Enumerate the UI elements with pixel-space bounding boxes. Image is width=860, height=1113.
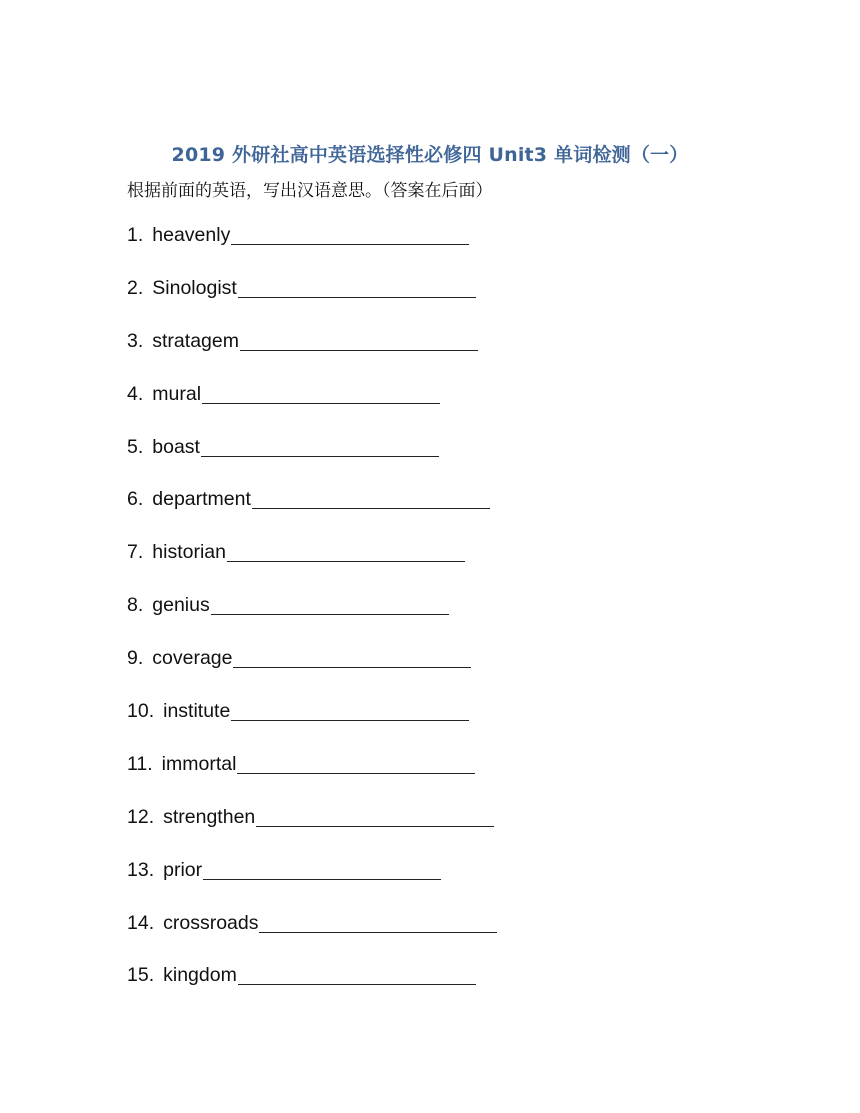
item-number: 15. xyxy=(127,964,155,987)
list-item xyxy=(127,539,727,592)
item-word: kingdom xyxy=(163,964,237,987)
item-word: historian xyxy=(152,541,226,564)
item-word: coverage xyxy=(152,647,233,670)
list-item xyxy=(127,434,727,487)
item-number: 13. xyxy=(127,858,155,881)
answer-blank[interactable] xyxy=(259,910,497,933)
item-word: Sinologist xyxy=(152,276,237,299)
item-word: stratagem xyxy=(152,329,239,352)
answer-blank[interactable] xyxy=(240,328,478,351)
list-item xyxy=(127,486,727,539)
item-number: 14. xyxy=(127,911,155,934)
answer-blank[interactable] xyxy=(238,962,476,985)
item-word: department xyxy=(152,488,251,511)
instruction-text: 根据前面的英语，写出汉语意思。（答案在后面） xyxy=(127,181,493,201)
vocabulary-list xyxy=(127,222,727,1015)
item-word: immortal xyxy=(161,752,237,775)
item-number: 10. xyxy=(127,700,155,723)
list-item xyxy=(127,698,727,751)
item-number: 2. xyxy=(127,276,144,299)
item-word: genius xyxy=(152,594,210,617)
item-word: mural xyxy=(152,382,202,405)
item-number: 4. xyxy=(127,382,144,405)
list-item xyxy=(127,751,727,804)
answer-blank[interactable] xyxy=(211,592,449,615)
item-number: 7. xyxy=(127,541,144,564)
item-number: 11. xyxy=(127,752,153,775)
item-word: crossroads xyxy=(163,911,259,934)
item-word: heavenly xyxy=(152,224,231,246)
answer-blank[interactable] xyxy=(237,751,475,774)
document-title: 2019 外研社高中英语选择性必修四 Unit3 单词检测（一） xyxy=(171,144,689,166)
list-item xyxy=(127,275,727,328)
item-number: 6. xyxy=(127,488,144,511)
item-word: institute xyxy=(163,700,231,723)
answer-blank[interactable] xyxy=(231,222,469,245)
answer-blank[interactable] xyxy=(231,698,469,721)
answer-blank[interactable] xyxy=(256,804,494,827)
item-word: prior xyxy=(163,858,203,881)
list-item xyxy=(127,804,727,857)
item-word: boast xyxy=(152,435,200,458)
item-number: 8. xyxy=(127,594,144,617)
item-number: 1. xyxy=(127,224,144,246)
answer-blank[interactable] xyxy=(201,434,439,457)
list-item xyxy=(127,592,727,645)
list-item xyxy=(127,857,727,910)
list-item xyxy=(127,645,727,698)
item-number: 3. xyxy=(127,329,144,352)
item-number: 9. xyxy=(127,647,144,670)
list-item xyxy=(127,222,727,275)
list-item xyxy=(127,381,727,434)
answer-blank[interactable] xyxy=(233,645,471,668)
list-item xyxy=(127,962,727,1015)
answer-blank[interactable] xyxy=(238,275,476,298)
item-word: strengthen xyxy=(163,805,256,828)
item-number: 5. xyxy=(127,435,144,458)
answer-blank[interactable] xyxy=(202,381,440,404)
item-number: 12. xyxy=(127,805,155,828)
list-item xyxy=(127,910,727,963)
answer-blank[interactable] xyxy=(203,857,441,880)
list-item xyxy=(127,328,727,381)
answer-blank[interactable] xyxy=(252,486,490,509)
answer-blank[interactable] xyxy=(227,539,465,562)
